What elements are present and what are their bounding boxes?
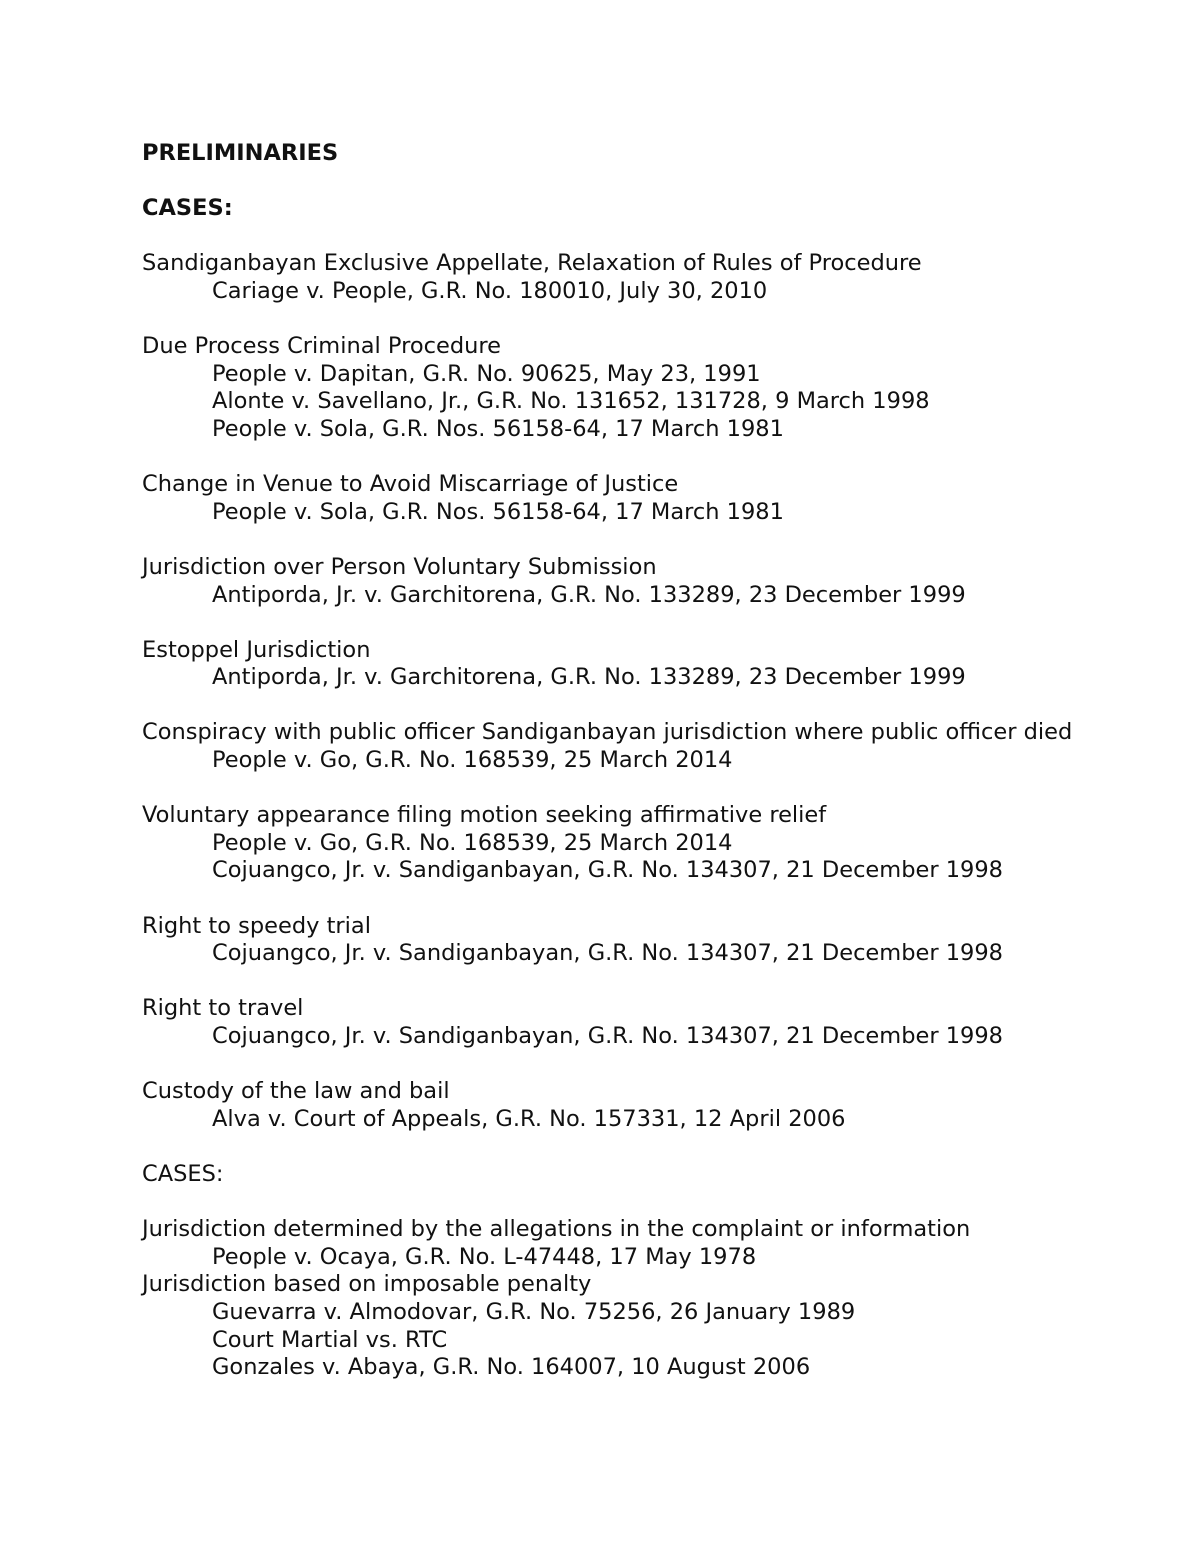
topic-heading: Conspiracy with public officer Sandiganbayan jurisdiction where public officer died	[142, 719, 1073, 746]
spacer	[142, 1189, 1082, 1217]
case-citation: People v. Sola, G.R. Nos. 56158-64, 17 March 1981	[212, 415, 784, 442]
cases-heading-secondary: CASES:	[142, 1160, 224, 1187]
case-citation: Court Martial vs. RTC	[212, 1326, 448, 1353]
case-citation: Cojuangco, Jr. v. Sandiganbayan, G.R. No. 134307, 21 December 1998	[212, 940, 1003, 967]
case-citation: Guevarra v. Almodovar, G.R. No. 75256, 26 January 1989	[212, 1298, 856, 1325]
spacer	[142, 526, 1082, 554]
topic-heading: Right to travel	[142, 995, 304, 1022]
page-title: PRELIMINARIES	[142, 140, 339, 166]
case-citation: People v. Sola, G.R. Nos. 56158-64, 17 March 1981	[212, 498, 784, 525]
topic-heading: Voluntary appearance filing motion seeking affirmative relief	[142, 802, 827, 829]
case-citation: Alonte v. Savellano, Jr., G.R. No. 131652, 131728, 9 March 1998	[212, 388, 930, 415]
topic-heading: Jurisdiction based on imposable penalty	[142, 1271, 592, 1298]
case-citation: Cojuangco, Jr. v. Sandiganbayan, G.R. No. 134307, 21 December 1998	[212, 857, 1003, 884]
document-page	[142, 140, 1082, 1382]
case-citation: People v. Dapitan, G.R. No. 90625, May 23, 1991	[212, 360, 761, 387]
case-sections	[142, 250, 1082, 1161]
topic-heading: Change in Venue to Avoid Miscarriage of Justice	[142, 471, 679, 498]
topic-heading: Jurisdiction determined by the allegations in the complaint or information	[142, 1216, 971, 1243]
spacer	[142, 885, 1082, 913]
case-citation: Cojuangco, Jr. v. Sandiganbayan, G.R. No. 134307, 21 December 1998	[212, 1023, 1003, 1049]
cases-heading: CASES:	[142, 195, 233, 222]
case-citation: Antiporda, Jr. v. Garchitorena, G.R. No. 133289, 23 December 1999	[212, 664, 966, 691]
case-citation: Antiporda, Jr. v. Garchitorena, G.R. No. 133289, 23 December 1999	[212, 581, 966, 608]
topic-heading: Sandiganbayan Exclusive Appellate, Relaxation of Rules of Procedure	[142, 250, 922, 277]
spacer	[142, 1133, 1082, 1161]
case-citation: Gonzales v. Abaya, G.R. No. 164007, 10 August 2006	[212, 1354, 811, 1381]
topic-heading: Estoppel Jurisdiction	[142, 636, 371, 663]
case-citation: People v. Go, G.R. No. 168539, 25 March 2014	[212, 829, 733, 856]
topic-heading: Jurisdiction over Person Voluntary Submission	[142, 553, 657, 580]
topic-heading: Custody of the law and bail	[142, 1078, 450, 1105]
case-citation: People v. Go, G.R. No. 168539, 25 March 2014	[212, 747, 733, 774]
case-citation: People v. Ocaya, G.R. No. L-47448, 17 May 1978	[212, 1243, 757, 1270]
spacer	[142, 223, 1082, 251]
spacer	[142, 775, 1082, 803]
case-sections-secondary	[142, 1216, 1082, 1382]
topic-heading: Due Process Criminal Procedure	[142, 333, 501, 360]
case-citation: Alva v. Court of Appeals, G.R. No. 157331, 12 April 2006	[212, 1105, 846, 1132]
spacer	[142, 168, 1082, 196]
case-citation: Cariage v. People, G.R. No. 180010, July 30, 2010	[212, 277, 768, 304]
spacer	[142, 968, 1082, 996]
spacer	[142, 306, 1082, 334]
spacer	[142, 444, 1082, 472]
spacer	[142, 1051, 1082, 1079]
topic-heading: Right to speedy trial	[142, 912, 371, 939]
spacer	[142, 692, 1082, 720]
spacer	[142, 609, 1082, 637]
